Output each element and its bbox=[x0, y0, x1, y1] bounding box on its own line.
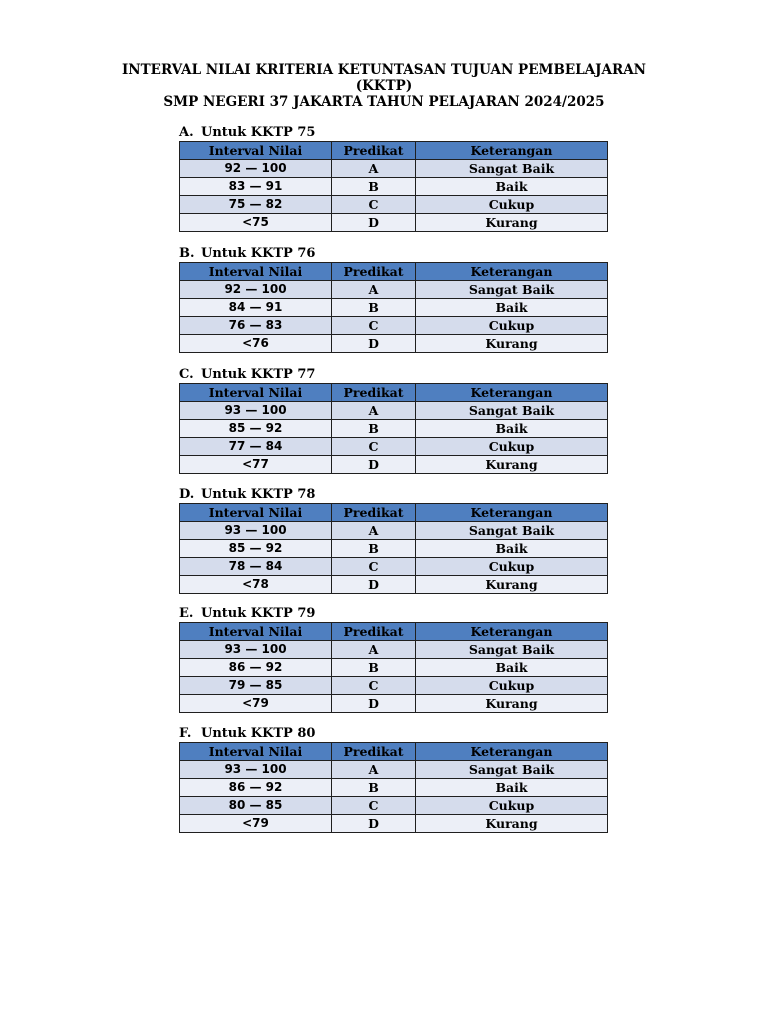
header-interval: Interval Nilai bbox=[180, 263, 332, 281]
table-row bbox=[180, 402, 608, 420]
cell-predikat: D bbox=[332, 456, 416, 474]
header-interval: Interval Nilai bbox=[180, 743, 332, 761]
section-title bbox=[179, 606, 607, 622]
cell-keterangan: Kurang bbox=[416, 695, 608, 713]
cell-interval: 93 — 100 bbox=[180, 402, 332, 420]
cell-keterangan: Cukup bbox=[416, 196, 608, 214]
table-row bbox=[180, 677, 608, 695]
title-line-3: SMP NEGERI 37 JAKARTA TAHUN PELAJARAN 2024/2025 bbox=[163, 94, 605, 110]
header-keterangan: Keterangan bbox=[416, 743, 608, 761]
kktp-table bbox=[179, 262, 608, 353]
table-row bbox=[180, 695, 608, 713]
header-interval: Interval Nilai bbox=[180, 384, 332, 402]
header-predikat: Predikat bbox=[332, 504, 416, 522]
table-row bbox=[180, 160, 608, 178]
cell-predikat: C bbox=[332, 797, 416, 815]
cell-interval: 86 — 92 bbox=[180, 659, 332, 677]
header-interval: Interval Nilai bbox=[180, 142, 332, 160]
cell-predikat: C bbox=[332, 558, 416, 576]
cell-predikat: C bbox=[332, 196, 416, 214]
header-interval: Interval Nilai bbox=[180, 504, 332, 522]
cell-keterangan: Kurang bbox=[416, 335, 608, 353]
cell-predikat: B bbox=[332, 659, 416, 677]
table-row bbox=[180, 317, 608, 335]
header-predikat: Predikat bbox=[332, 142, 416, 160]
cell-interval: 75 — 82 bbox=[180, 196, 332, 214]
cell-keterangan: Sangat Baik bbox=[416, 522, 608, 540]
table-row bbox=[180, 335, 608, 353]
kktp-table bbox=[179, 622, 608, 713]
cell-predikat: D bbox=[332, 695, 416, 713]
cell-predikat: A bbox=[332, 160, 416, 178]
cell-keterangan: Baik bbox=[416, 299, 608, 317]
cell-predikat: B bbox=[332, 779, 416, 797]
cell-keterangan: Baik bbox=[416, 420, 608, 438]
cell-predikat: A bbox=[332, 761, 416, 779]
section-label: Untuk KKTP 79 bbox=[201, 606, 316, 621]
cell-keterangan: Kurang bbox=[416, 815, 608, 833]
cell-keterangan: Cukup bbox=[416, 317, 608, 335]
section-letter: B. bbox=[179, 246, 195, 261]
header-keterangan: Keterangan bbox=[416, 504, 608, 522]
cell-keterangan: Cukup bbox=[416, 797, 608, 815]
cell-interval: 77 — 84 bbox=[180, 438, 332, 456]
cell-keterangan: Cukup bbox=[416, 558, 608, 576]
cell-predikat: B bbox=[332, 178, 416, 196]
kktp-table bbox=[179, 503, 608, 594]
header-keterangan: Keterangan bbox=[416, 263, 608, 281]
table-row bbox=[180, 558, 608, 576]
table-row bbox=[180, 299, 608, 317]
cell-predikat: C bbox=[332, 438, 416, 456]
section-title bbox=[179, 487, 607, 503]
cell-interval: <75 bbox=[180, 214, 332, 232]
header-predikat: Predikat bbox=[332, 263, 416, 281]
table-row bbox=[180, 797, 608, 815]
cell-interval: 93 — 100 bbox=[180, 522, 332, 540]
cell-keterangan: Sangat Baik bbox=[416, 281, 608, 299]
cell-keterangan: Cukup bbox=[416, 677, 608, 695]
cell-interval: 92 — 100 bbox=[180, 160, 332, 178]
cell-predikat: A bbox=[332, 402, 416, 420]
cell-interval: 83 — 91 bbox=[180, 178, 332, 196]
header-predikat: Predikat bbox=[332, 743, 416, 761]
section-letter: C. bbox=[179, 367, 194, 382]
title-line-1: INTERVAL NILAI KRITERIA KETUNTASAN TUJUAN PEMBELAJARAN bbox=[121, 62, 647, 78]
cell-predikat: C bbox=[332, 317, 416, 335]
section-letter: E. bbox=[179, 606, 194, 621]
table-header-row bbox=[180, 263, 608, 281]
header-interval: Interval Nilai bbox=[180, 623, 332, 641]
cell-interval: <77 bbox=[180, 456, 332, 474]
section-kktp bbox=[179, 606, 607, 713]
cell-interval: <76 bbox=[180, 335, 332, 353]
table-header-row bbox=[180, 623, 608, 641]
cell-keterangan: Baik bbox=[416, 540, 608, 558]
table-row bbox=[180, 196, 608, 214]
cell-predikat: D bbox=[332, 214, 416, 232]
cell-keterangan: Sangat Baik bbox=[416, 402, 608, 420]
table-row bbox=[180, 438, 608, 456]
table-row bbox=[180, 456, 608, 474]
header-keterangan: Keterangan bbox=[416, 142, 608, 160]
kktp-table bbox=[179, 141, 608, 232]
table-row bbox=[180, 576, 608, 594]
section-label: Untuk KKTP 75 bbox=[201, 125, 316, 140]
cell-keterangan: Sangat Baik bbox=[416, 641, 608, 659]
document-title bbox=[0, 62, 768, 110]
section-kktp bbox=[179, 487, 607, 594]
section-label: Untuk KKTP 76 bbox=[201, 246, 316, 261]
cell-interval: 93 — 100 bbox=[180, 761, 332, 779]
table-header-row bbox=[180, 142, 608, 160]
header-predikat: Predikat bbox=[332, 384, 416, 402]
section-title bbox=[179, 367, 607, 383]
table-row bbox=[180, 522, 608, 540]
section-kktp bbox=[179, 367, 607, 474]
cell-keterangan: Baik bbox=[416, 178, 608, 196]
cell-interval: <78 bbox=[180, 576, 332, 594]
cell-predikat: B bbox=[332, 420, 416, 438]
cell-predikat: A bbox=[332, 522, 416, 540]
header-keterangan: Keterangan bbox=[416, 623, 608, 641]
section-title bbox=[179, 726, 607, 742]
cell-predikat: D bbox=[332, 576, 416, 594]
cell-keterangan: Kurang bbox=[416, 576, 608, 594]
title-line-2: (KKTP) bbox=[355, 78, 413, 94]
table-row bbox=[180, 214, 608, 232]
table-row bbox=[180, 815, 608, 833]
section-kktp bbox=[179, 125, 607, 232]
table-row bbox=[180, 761, 608, 779]
kktp-table bbox=[179, 742, 608, 833]
cell-interval: 92 — 100 bbox=[180, 281, 332, 299]
table-row bbox=[180, 641, 608, 659]
table-header-row bbox=[180, 743, 608, 761]
cell-predikat: B bbox=[332, 540, 416, 558]
cell-keterangan: Kurang bbox=[416, 456, 608, 474]
section-label: Untuk KKTP 78 bbox=[201, 487, 316, 502]
cell-predikat: C bbox=[332, 677, 416, 695]
cell-predikat: D bbox=[332, 815, 416, 833]
section-letter: A. bbox=[179, 125, 194, 140]
cell-keterangan: Baik bbox=[416, 779, 608, 797]
section-label: Untuk KKTP 77 bbox=[201, 367, 316, 382]
section-title bbox=[179, 246, 607, 262]
cell-keterangan: Baik bbox=[416, 659, 608, 677]
section-title bbox=[179, 125, 607, 141]
table-row bbox=[180, 540, 608, 558]
table-row bbox=[180, 420, 608, 438]
table-row bbox=[180, 779, 608, 797]
cell-interval: <79 bbox=[180, 695, 332, 713]
cell-predikat: A bbox=[332, 281, 416, 299]
table-header-row bbox=[180, 384, 608, 402]
cell-keterangan: Cukup bbox=[416, 438, 608, 456]
section-kktp bbox=[179, 246, 607, 353]
cell-interval: 76 — 83 bbox=[180, 317, 332, 335]
table-header-row bbox=[180, 504, 608, 522]
cell-interval: 86 — 92 bbox=[180, 779, 332, 797]
cell-predikat: B bbox=[332, 299, 416, 317]
section-letter: D. bbox=[179, 487, 195, 502]
kktp-table bbox=[179, 383, 608, 474]
header-keterangan: Keterangan bbox=[416, 384, 608, 402]
cell-interval: 78 — 84 bbox=[180, 558, 332, 576]
cell-keterangan: Kurang bbox=[416, 214, 608, 232]
cell-keterangan: Sangat Baik bbox=[416, 160, 608, 178]
cell-interval: <79 bbox=[180, 815, 332, 833]
table-row bbox=[180, 659, 608, 677]
section-letter: F. bbox=[179, 726, 192, 741]
cell-interval: 85 — 92 bbox=[180, 420, 332, 438]
cell-keterangan: Sangat Baik bbox=[416, 761, 608, 779]
cell-interval: 79 — 85 bbox=[180, 677, 332, 695]
cell-predikat: D bbox=[332, 335, 416, 353]
table-row bbox=[180, 281, 608, 299]
cell-interval: 80 — 85 bbox=[180, 797, 332, 815]
section-kktp bbox=[179, 726, 607, 833]
header-predikat: Predikat bbox=[332, 623, 416, 641]
table-row bbox=[180, 178, 608, 196]
cell-predikat: A bbox=[332, 641, 416, 659]
cell-interval: 84 — 91 bbox=[180, 299, 332, 317]
section-label: Untuk KKTP 80 bbox=[201, 726, 316, 741]
cell-interval: 85 — 92 bbox=[180, 540, 332, 558]
cell-interval: 93 — 100 bbox=[180, 641, 332, 659]
